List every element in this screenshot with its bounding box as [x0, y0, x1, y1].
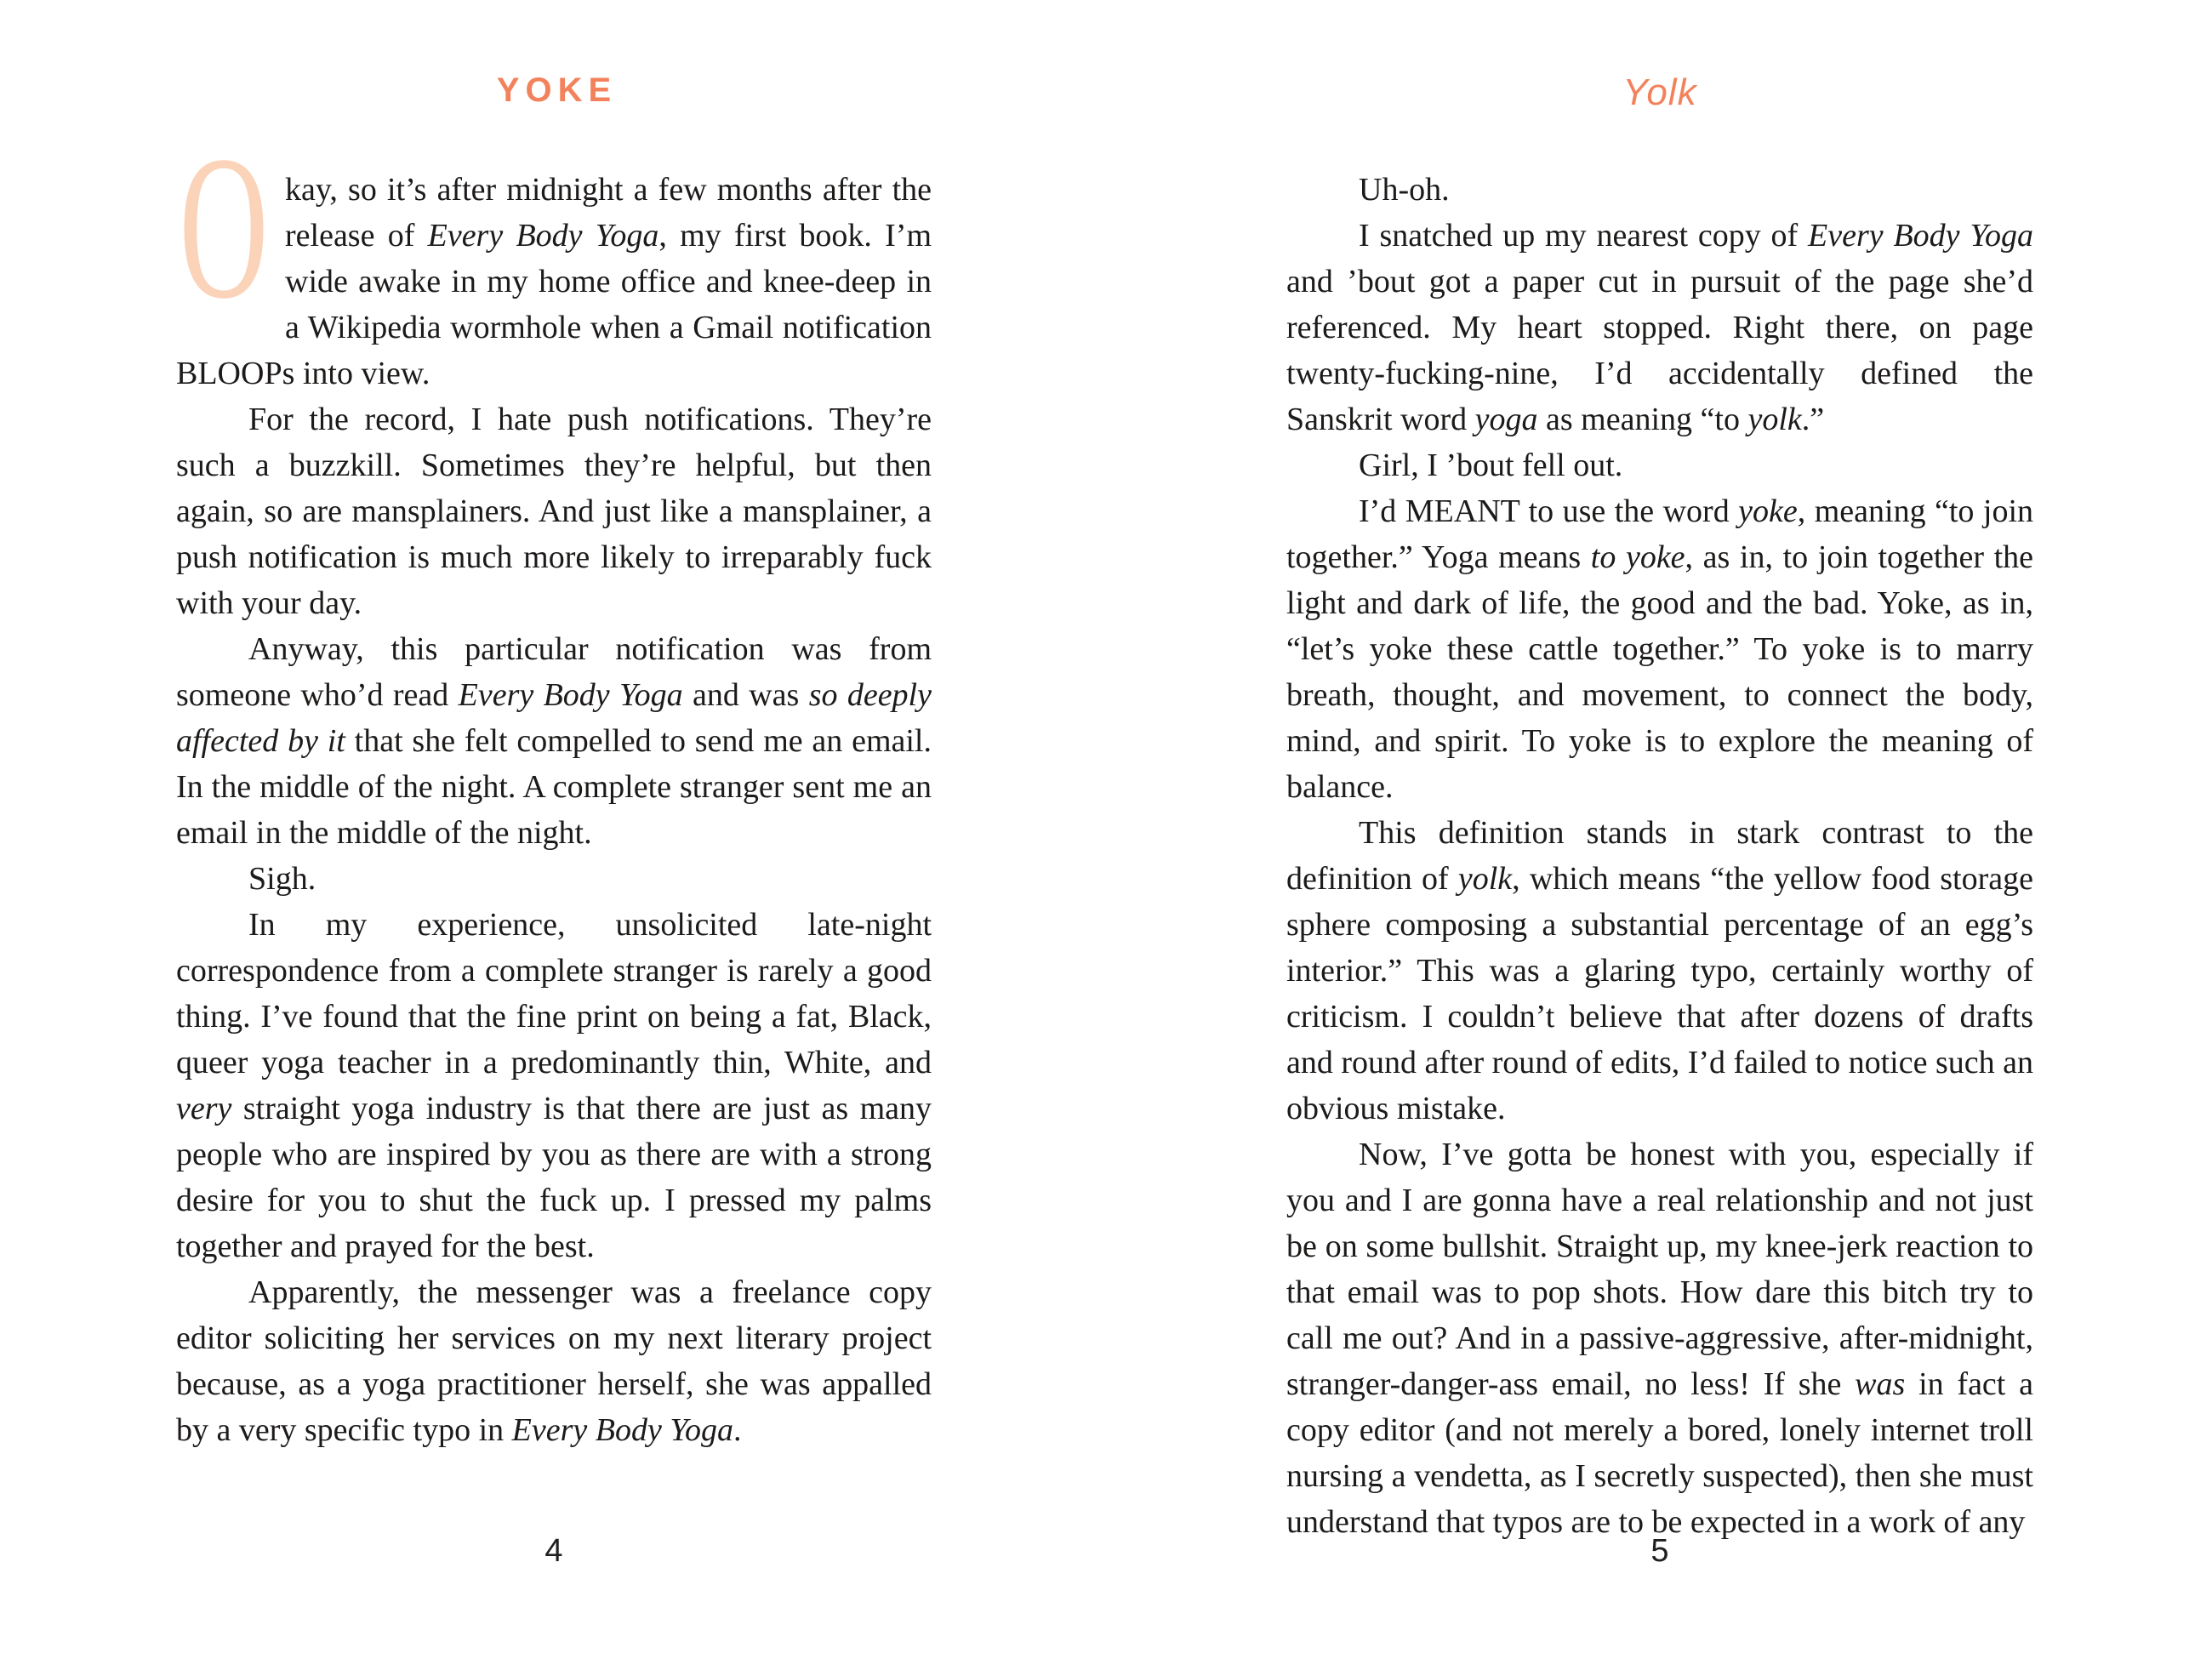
body-text: I snatched up my nearest copy of	[1359, 218, 1809, 254]
paragraph	[1286, 488, 2033, 810]
paragraph	[176, 856, 932, 902]
italic-text: Every Body Yoga	[1808, 218, 2033, 254]
body-text: , meaning “to join together.” Yoga means	[1286, 493, 2034, 575]
paragraph	[176, 626, 932, 856]
italic-text: Every Body Yoga	[458, 677, 683, 713]
body-text: and was	[682, 677, 809, 713]
drop-cap: O	[179, 113, 269, 342]
paragraph	[176, 113, 932, 396]
paragraph	[1286, 810, 2033, 1132]
running-head-left: YOKE	[496, 71, 618, 109]
body-text: that she felt compelled to send me an email. In the middle of the night. A complete stranger sent me an email in the middle of the night.	[176, 723, 932, 851]
italic-text: very	[176, 1091, 232, 1126]
page-number-right: 5	[1650, 1533, 1669, 1569]
paragraph	[1286, 1132, 2033, 1545]
italic-text: Every Body Yoga	[511, 1412, 733, 1448]
body-text: Apparently, the messenger was a freelance copy editor soliciting her services on my next literary project because, as a yoga practitioner herself, she was appalled by a very specific typo in	[176, 1274, 932, 1448]
page-left	[176, 0, 932, 1659]
body-text: Now, I’ve gotta be honest with you, especially if you and I are gonna have a real relationship and not just be on some bullshit. Straight up, my knee-jerk reaction to that email was to pop shots. How dare this bitch try to call me out? And in a passive-aggressive, after-midnight, stranger-danger-ass email, no less! If she	[1286, 1137, 2033, 1402]
italic-text: yoke	[1738, 493, 1798, 529]
paragraph	[1286, 167, 2033, 213]
body-text: .	[733, 1412, 742, 1448]
body-text: , which means “the yellow food storage sphere composing a substantial percentage of an egg’s interior.” This was a glaring typo, certainly worthy of criticism. I couldn’t believe that after dozens of drafts and round after round of edits, I’d failed to notice such an obvious mistake.	[1286, 861, 2033, 1126]
body-text: In my experience, unsolicited late-night correspondence from a complete stranger is rarely a good thing. I’ve found that the fine print on being a fat, Black, queer yoga teacher in a predominantly thin, White, and	[176, 907, 932, 1080]
body-text: , as in, to join together the light and dark of life, the good and the bad. Yoke, as in, “let’s yoke these cattle together.” To yoke is to marry breath, thought, and movement, to connect the body, mind, and spirit. To yoke is to explore the meaning of balance.	[1286, 539, 2034, 805]
italic-text: to yoke	[1590, 539, 1685, 575]
body-text: , my first book. I’m wide awake in my home office and knee-deep in a Wikipedia wormhole when a Gmail notification BLOOPs into view.	[176, 218, 932, 391]
text-block-right	[1286, 167, 2033, 1545]
body-text: Anyway, this particular notification was from someone who’d read	[176, 631, 932, 713]
paragraph	[1286, 213, 2033, 442]
body-text: This definition stands in stark contrast to the definition of	[1286, 815, 2033, 897]
paragraph	[176, 902, 932, 1269]
italic-text: so deeply affected by it	[176, 677, 932, 759]
paragraph	[176, 1269, 932, 1453]
text-block-left	[176, 113, 932, 1453]
paragraph	[1286, 442, 2033, 488]
italic-text: Every Body Yoga	[427, 218, 659, 254]
italic-text: was	[1855, 1366, 1906, 1402]
page-number-left: 4	[544, 1533, 563, 1569]
body-text: in fact a copy editor (and not merely a bored, lonely internet troll nursing a vendetta, as I secretly suspected), then she must understand that typos are to be expected in a work of any	[1286, 1366, 2033, 1540]
body-text: .”	[1801, 402, 1825, 437]
italic-text: yolk	[1747, 402, 1802, 437]
body-text: Uh-oh.	[1359, 172, 1450, 208]
page-right	[1286, 0, 2033, 1659]
paragraph	[176, 396, 932, 626]
body-text: Girl, I ’bout fell out.	[1359, 448, 1623, 483]
body-text: I’d MEANT to use the word	[1359, 493, 1739, 529]
italic-text: yoga	[1474, 402, 1538, 437]
body-text: kay, so it’s after midnight a few months after the release of	[285, 172, 932, 254]
body-text: Sigh.	[248, 861, 316, 897]
body-text: For the record, I hate push notifications. They’re such a buzzkill. Sometimes they’re helpful, but then again, so are mansplainers. And just like a mansplainer, a push notification is much more likely to irreparably fuck with your day.	[176, 402, 932, 621]
running-head-right: Yolk	[1622, 71, 1697, 113]
body-text: straight yoga industry is that there are just as many people who are inspired by you as there are with a strong desire for you to shut the fuck up. I pressed my palms together and prayed for the best.	[176, 1091, 932, 1264]
body-text: and ’bout got a paper cut in pursuit of the page she’d referenced. My heart stopped. Right there, on page twenty-fucking-nine, I’d accidentally defined the Sanskrit word	[1286, 264, 2033, 437]
body-text: as meaning “to	[1537, 402, 1748, 437]
italic-text: yolk	[1457, 861, 1513, 897]
